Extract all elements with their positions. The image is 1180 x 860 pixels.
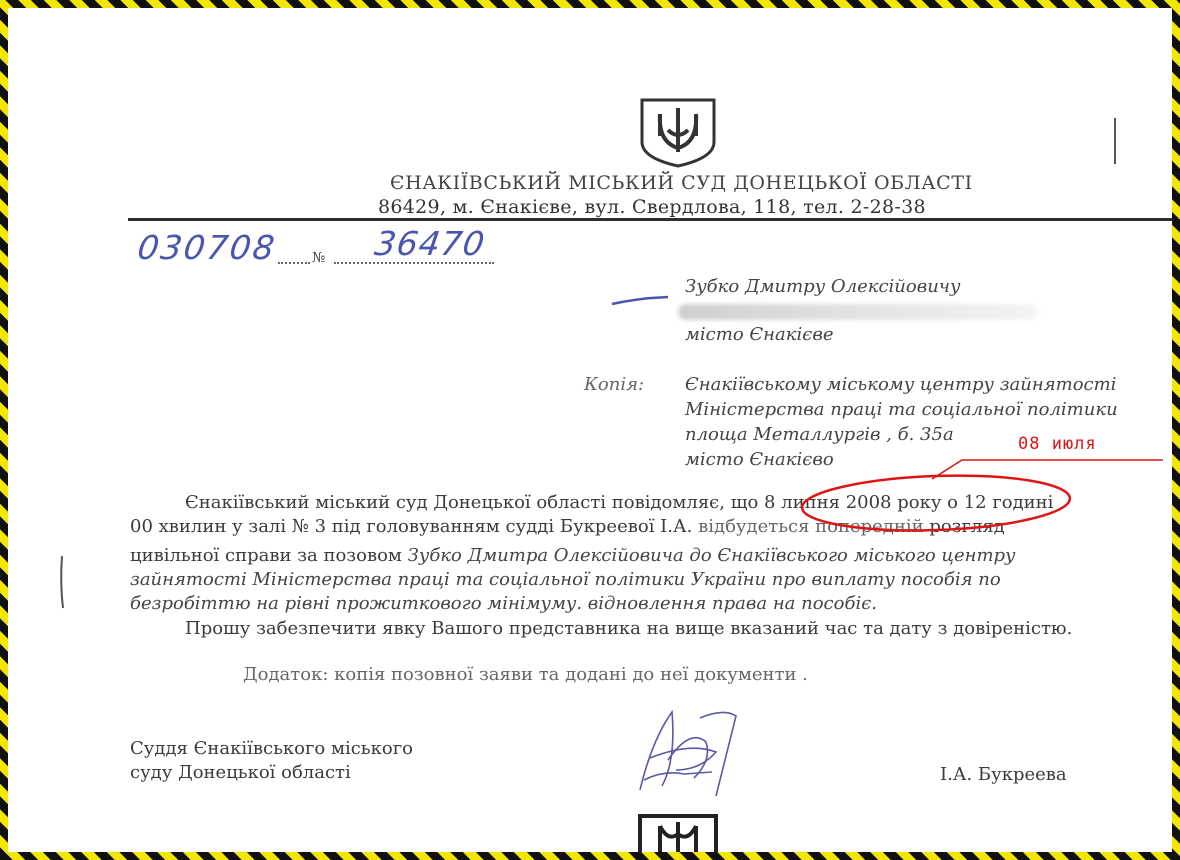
copy-label: Копія: [584,374,645,395]
notice-text: розгляд [923,516,1005,537]
pen-dash-mark [612,297,668,304]
recipient-city: місто Єнакієве [685,324,834,345]
attachment-line: Додаток: копія позовної заяви та додані до неї документи . [243,664,808,685]
request-line: Прошу забезпечити явку Вашого представника на вище вказаний час та дату з довіреністю. [185,618,1073,639]
handwritten-signature [640,712,736,796]
notice-line-4: зайнятості Міністерства праці та соціальної політики України про виплату пособія по [130,569,1001,590]
highlight-ellipse [801,471,1071,534]
judge-title-line-2: суду Донецької області [130,762,351,783]
notice-faded-text: відбудеться попередній [698,516,924,537]
copy-line-1: Єнакіївському міському центру зайнятості [685,374,1117,395]
margin-pen-stroke [61,556,63,608]
registration-date: 030708 [135,228,279,267]
notice-text: 00 хвилин у залі № 3 під головуванням судді Букреевої І.А. [130,516,699,537]
recipient-name: Зубко Дмитру Олексійовичу [685,276,961,297]
notice-highlight: що 8 липня 2008 року о [730,492,958,513]
registration-number: 36470 [372,224,488,263]
notice-line-5: безробіттю на рівні прожиткового мінімуму. відновлення права на пособіє. [130,593,878,614]
judge-name: І.А. Букреева [940,764,1067,785]
copy-line-4: місто Єнакієво [685,449,834,470]
notice-text: цивільної справи за позовом [130,545,408,566]
notice-text: 12 годині [957,492,1054,513]
court-name: ЄНАКІЇВСЬКИЙ МІСЬКИЙ СУД ДОНЕЦЬКОЇ ОБЛАСТІ [390,172,973,194]
court-address: 86429, м. Єнакієве, вул. Свердлова, 118, тел. 2-28-38 [378,196,926,218]
copy-line-2: Міністерства праці та соціальної політики [685,399,1118,420]
judge-title-line-1: Суддя Єнакіївського міського [130,738,413,759]
date-annotation: 08 июля [1018,434,1097,454]
copy-line-3: площа Металлургів , б. 35а [685,424,954,445]
notice-text: Єнакіївський міський суд Донецької області повідомляє, [185,492,731,513]
number-sign: № [312,250,326,266]
notice-italic: Зубко Дмитра Олексійовича до Єнакіївського міського центру [407,545,1016,566]
